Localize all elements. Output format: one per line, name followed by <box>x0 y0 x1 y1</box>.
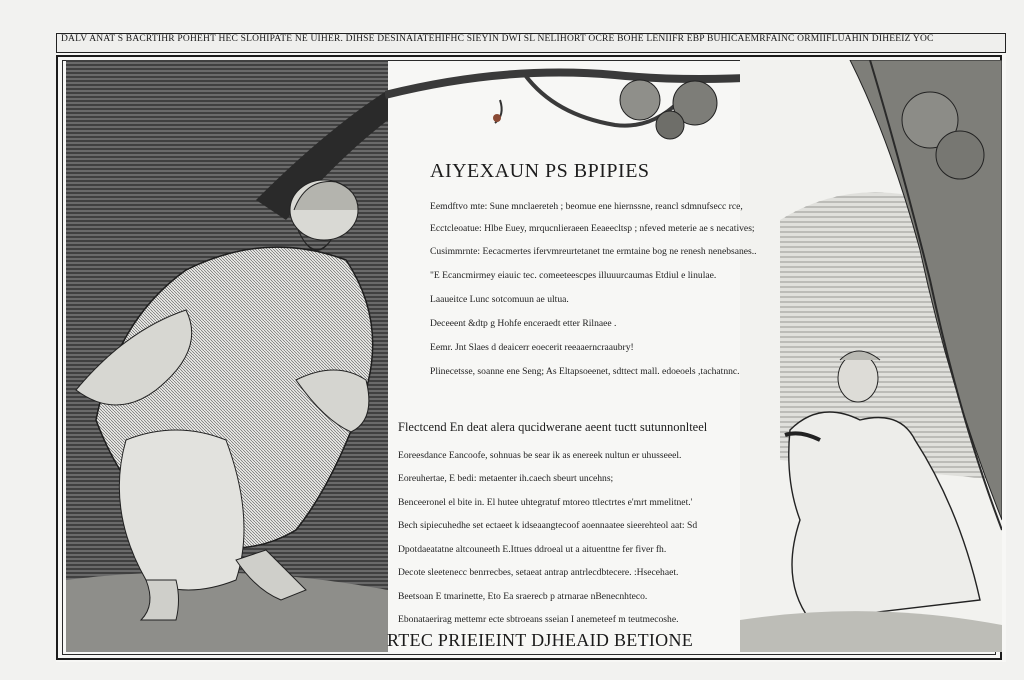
subtitle: Flectcend En deat alera qucidwerane aeent tuctt sutunnonlteel <box>398 420 708 434</box>
page-title: AIYEXAUN PS BPIPIES <box>430 160 650 182</box>
paragraph1-line: Deceeent &dtp g Hohfe enceraedt etter Rilnaee . <box>430 318 617 329</box>
paragraph1-line: Plinecetsse, soanne ene Seng; As Eltapsoeenet, sdttect mall. edoeoels ,tachatnnc. <box>430 366 740 377</box>
paragraph1-line: Eemr. Jnt Slaes d deaicerr eoecerit reeaaerncraaubry! <box>430 342 634 353</box>
paragraph1-line: Laaueitce Lunc sotcomuun ae ultua. <box>430 294 569 305</box>
paragraph2-line: Dpotdaeatatne altcouneeth E.Ittues ddroeal ut a aituenttne fer fiver fh. <box>398 544 667 555</box>
paragraph1-line: Eemdftvo mte: Sune mnclaereteh ; beomue ene hiernssne, reancl sdmnufsecc rce, <box>430 201 743 212</box>
footer-title: RTEC PRIEIEINT DJHEAID BETIONE <box>387 630 694 650</box>
paragraph2-line: Beetsoan E tmarinette, Eto Ea sraerecb p atrnarae nBenecnhteco. <box>398 591 648 602</box>
paragraph1-line: Cusimmrnte: Eecacmertes ifervmreurtetanet tne ermtaine bog ne renesh nenebsanes.. <box>430 246 757 257</box>
engraving-seated-man <box>66 60 388 652</box>
paragraph1-line: "E Ecancmirmey eiauic tec. comeeteescpes illuuurcaumas Etdiul e linulae. <box>430 270 717 281</box>
paragraph2-line: Eoreesdance Eancoofe, sohnuas be sear ik as enereek nultun er uhusseeel. <box>398 450 682 461</box>
paragraph1-line: Ecctcleoatue: Hlbe Euey, mrqucnlieraeen Eeaeecltsp ; nfeved meterie ae s necatives; <box>430 223 755 234</box>
paragraph2-line: Ebonataerirag mettemr ecte sbtroeans sseian I anemeteef m teutmecoshe. <box>398 614 679 625</box>
header-strip <box>56 33 1006 53</box>
engraving-kneeling-woman-tree <box>740 60 1002 652</box>
header-strip-text: DALV ANAT S BACRTIHR POHEHT HEC SLOHIPATE NE UIHER. DIHSE DESINAIATEHIFHC SIEYIN DWI SL NELIHORT OCRE BOHE LENIIFR EBP BUHICAEMRFAINC ORMIIFLUAHIN DIHEEIZ YOC <box>61 34 934 44</box>
paragraph2-line: Benceeronel el bite in. El hutee uhtegratuf mtoreo ttlectrtes e'mrt mmelitnet.' <box>398 497 693 508</box>
paragraph2-line: Bech sipiecuhedhe set ectaeet k idseaangtecoof aoennaatee sieerehteol aat: Sd <box>398 520 698 531</box>
paragraph2-line: Decote sleetenecc benrrecbes, setaeat antrap antrlecdbtecere. :Hsecehaet. <box>398 567 679 578</box>
paragraph2-line: Eoreuhertae, E bedi: metaenter ih.caech sbeurt uncehns; <box>398 473 614 484</box>
